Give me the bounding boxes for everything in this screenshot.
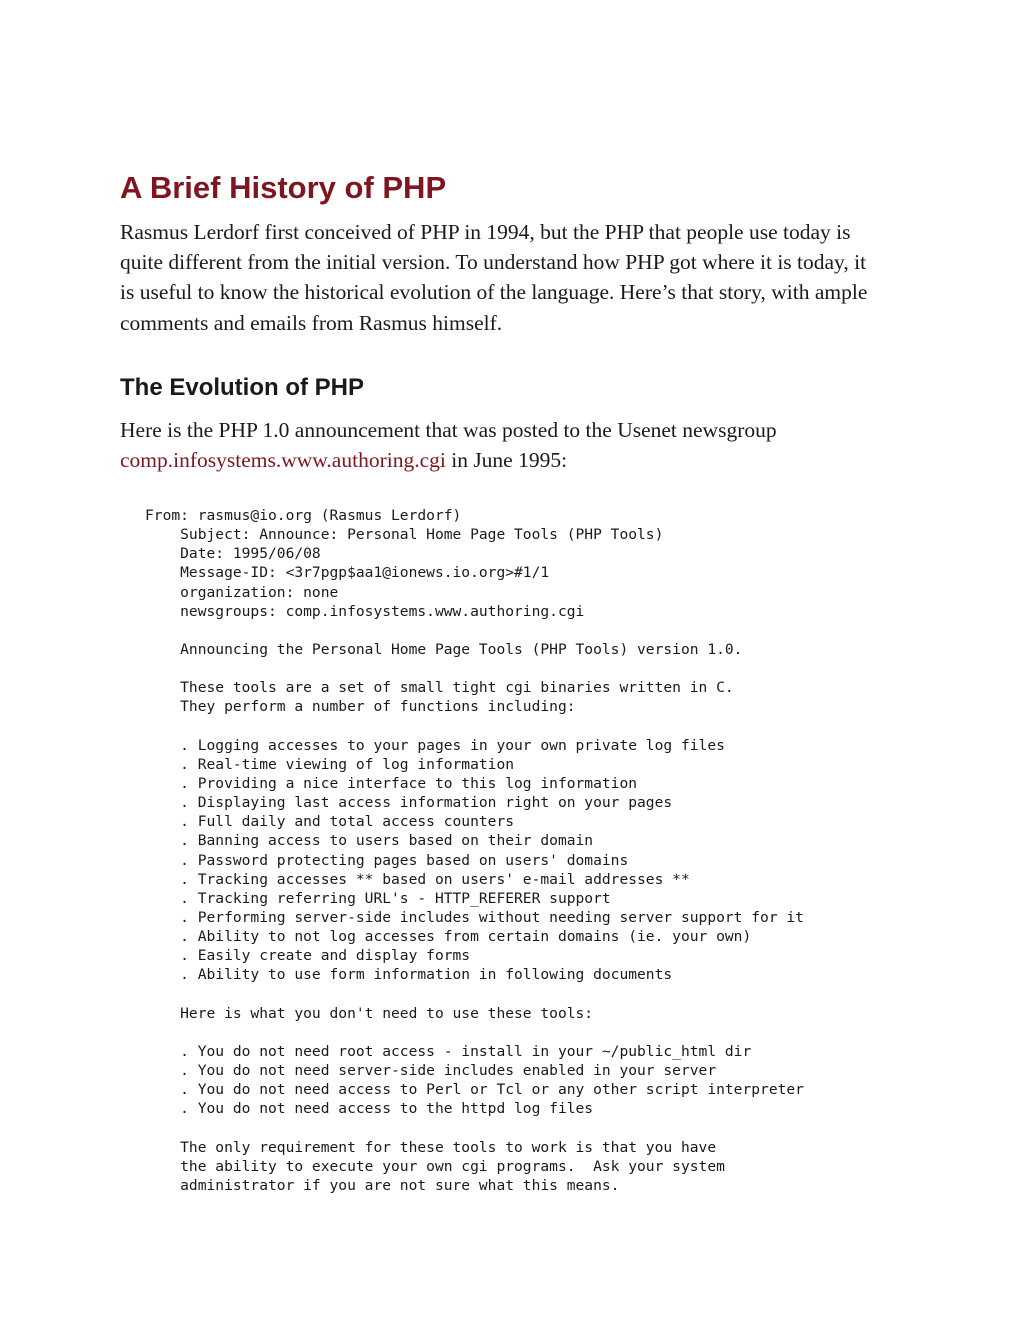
code-line: . Banning access to users based on their domain	[145, 832, 594, 850]
code-line: Here is what you don't need to use these tools:	[145, 1004, 594, 1022]
code-line: . Displaying last access information right on your pages	[145, 794, 673, 812]
code-line: . Performing server-side includes without needing server support for it	[145, 908, 804, 926]
code-line: administrator if you are not sure what this means.	[145, 1176, 620, 1194]
code-line	[145, 1119, 804, 1138]
code-line: . Ability to use form information in following documents	[145, 966, 673, 984]
announcement-text-before: Here is the PHP 1.0 announcement that was posted to the Usenet newsgroup	[120, 418, 777, 442]
code-line: From: rasmus@io.org (Rasmus Lerdorf)	[145, 507, 462, 524]
intro-paragraph: Rasmus Lerdorf first conceived of PHP in 1994, but the PHP that people use today is quite different from the initial version. To understand how PHP got where it is today, it is useful to know the historical evolution of the language. Here’s that story, with ample comments and emails from Rasmus himself.	[120, 220, 868, 335]
announcement-text-after: in June 1995:	[445, 448, 568, 473]
code-line: . Full daily and total access counters	[145, 813, 515, 831]
code-line	[145, 621, 804, 640]
page-title: A Brief History of PHP	[120, 170, 447, 205]
code-line	[145, 985, 804, 1004]
code-line: Date: 1995/06/08	[145, 545, 321, 563]
code-line: Message-ID: <3r7pgp$aa1@ionews.io.org>#1/1	[145, 564, 550, 582]
code-line: . Providing a nice interface to this log information	[145, 774, 638, 792]
code-line: Announcing the Personal Home Page Tools (PHP Tools) version 1.0.	[145, 640, 743, 658]
code-line: newsgroups: comp.infosystems.www.authoring.cgi	[145, 602, 585, 620]
code-line: . Password protecting pages based on users' domains	[145, 851, 629, 869]
code-line: The only requirement for these tools to work is that you have	[145, 1138, 717, 1156]
code-block	[145, 506, 804, 1195]
code-line: . Easily create and display forms	[145, 947, 471, 965]
code-line: organization: none	[145, 583, 339, 601]
announcement-paragraph	[120, 415, 880, 475]
code-line: . You do not need access to the httpd log files	[145, 1100, 594, 1118]
code-line: . You do not need access to Perl or Tcl or any other script interpreter	[145, 1081, 804, 1099]
code-line: . Tracking referring URL's - HTTP_REFERER support	[145, 889, 611, 907]
code-line: the ability to execute your own cgi programs. Ask your system	[145, 1157, 725, 1175]
code-line: . Real-time viewing of log information	[145, 755, 515, 773]
code-line: . Ability to not log accesses from certain domains (ie. your own)	[145, 928, 752, 946]
code-line: . You do not need root access - install in your ~/public_html dir	[145, 1042, 752, 1060]
code-line: . Logging accesses to your pages in your own private log files	[145, 736, 725, 754]
code-line: They perform a number of functions including:	[145, 698, 576, 716]
code-line: Subject: Announce: Personal Home Page Tools (PHP Tools)	[145, 526, 664, 544]
code-line: . You do not need server-side includes enabled in your server	[145, 1062, 717, 1080]
newsgroup-link[interactable]: comp.infosystems.www.authoring.cgi	[120, 448, 446, 473]
code-line	[145, 717, 804, 736]
section-heading: The Evolution of PHP	[120, 374, 364, 401]
code-line	[145, 659, 804, 678]
code-line: . Tracking accesses ** based on users' e-mail addresses **	[145, 870, 690, 888]
code-line	[145, 1023, 804, 1042]
code-line: These tools are a set of small tight cgi binaries written in C.	[145, 679, 734, 697]
